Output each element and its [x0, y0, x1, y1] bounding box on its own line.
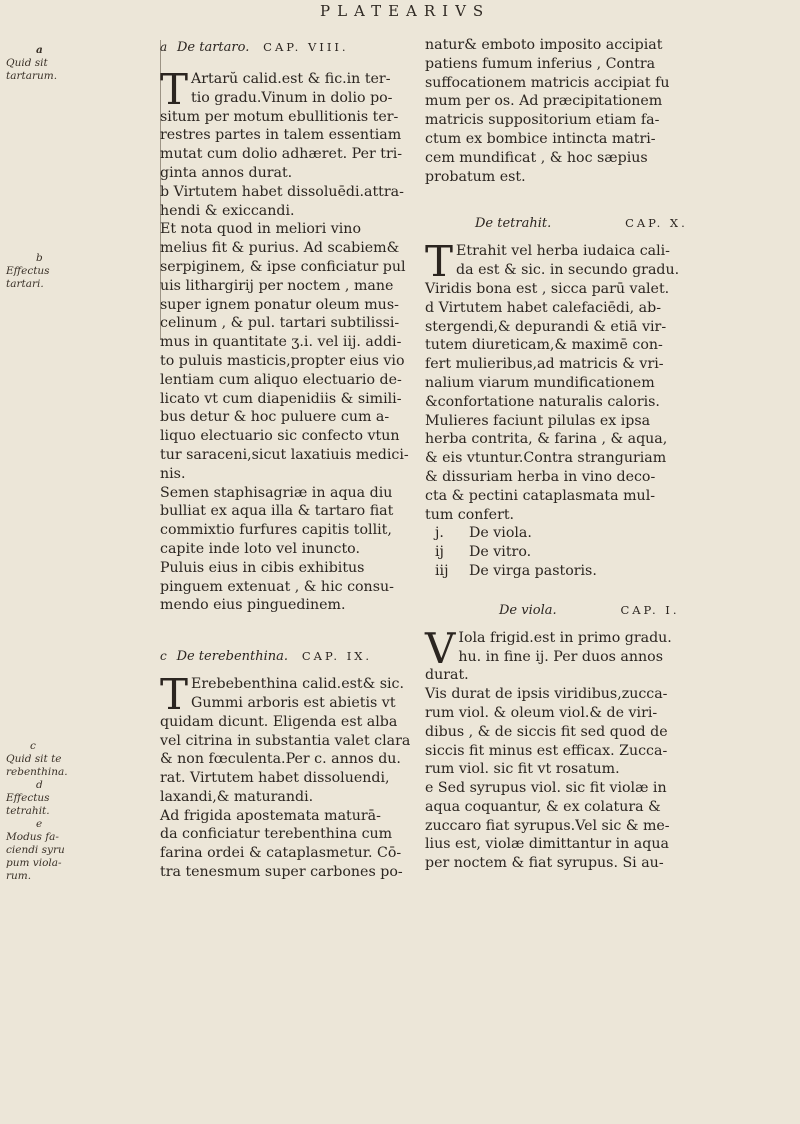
margin-note-line: Quid sit — [6, 57, 48, 69]
chapter-heading-viola — [425, 601, 715, 619]
text-line: matricis suppositorium etiam fa- — [425, 112, 660, 129]
text-line: tra tenesmum super carbones po- — [160, 864, 403, 881]
text-line: situm per motum ebullitionis ter- — [160, 108, 399, 125]
index-entry — [425, 543, 715, 562]
text-line: durat. — [425, 667, 469, 684]
left-column — [160, 38, 415, 882]
text-line: natur& emboto imposito accipiat — [425, 37, 663, 53]
index-number: j. — [435, 525, 444, 542]
chapter-title: De viola. — [499, 602, 557, 618]
chapter-title: De tetrahit. — [475, 216, 552, 232]
text-line: tur saraceni,sicut laxatiuis medici- — [160, 446, 409, 463]
text-line: e Sed syrupus viol. sic fit violæ in — [425, 780, 667, 797]
text-line: uis lithargirij per noctem , mane — [160, 277, 394, 294]
margin-note-line: tetrahit. — [6, 805, 50, 817]
index-number: ij — [435, 544, 444, 561]
text-line: celinum , & pul. tartari subtilissi- — [160, 315, 400, 332]
text-line: mus in quantitate ʒ.i. vel iij. addi- — [160, 334, 402, 351]
text-line: melius fit & purius. Ad scabiem& — [160, 240, 400, 257]
text-line: & non fœculenta.Per c. annos du. — [160, 751, 401, 768]
chapter-number: CAP. IX. — [301, 649, 373, 664]
text-line: rat. Virtutem habet dissoluendi, — [160, 770, 390, 787]
text-line: nis. — [160, 465, 186, 482]
text-line: b Virtutem habet dissoluēdi.attra- — [160, 183, 404, 200]
text-line: ginta annos durat. — [160, 164, 293, 181]
text-line: bus detur & hoc puluere cum a- — [160, 409, 390, 426]
text-line: mum per os. Ad præcipitationem — [425, 93, 663, 110]
text-line: cta & pectini cataplasmata mul- — [425, 487, 656, 504]
text-line: & eis vtuntur.Contra stranguriam — [425, 450, 667, 467]
text-line: Etrahit vel herba iudaica cali- — [456, 243, 670, 260]
text-line: Ad frigida apostemata maturā- — [160, 807, 381, 824]
margin-note-effect-tartar — [6, 252, 86, 291]
text-line: Artarŭ calid.est & fic.in ter- — [191, 71, 391, 87]
index-text: De virga pastoris. — [469, 562, 597, 579]
text-line: Erebebenthina calid.est& sic. — [191, 676, 404, 693]
text-line: rum viol. & oleum viol.& de viri- — [425, 704, 658, 721]
text-line: da est & sic. in secundo gradu. — [456, 262, 680, 279]
drop-capital: T — [425, 237, 454, 287]
chapter-number: CAP. VIII. — [263, 40, 349, 54]
text-line: Et nota quod in meliori vino — [160, 221, 361, 238]
text-line: liquo electuario sic confecto vtun — [160, 428, 400, 445]
chapter-number: CAP. X. — [625, 216, 688, 231]
margin-note-line: Quid sit te — [6, 753, 62, 765]
text-line: aqua coquantur, & ex colatura & — [425, 798, 661, 815]
text-line: lentiam cum aliquo electuario de- — [160, 371, 402, 388]
margin-note-line: e — [36, 818, 43, 830]
text-line: rum viol. sic fit vt rosatum. — [425, 761, 620, 778]
text-line: pinguem extenuat , & hic consu- — [160, 578, 394, 595]
text-line: Semen staphisagriæ in aqua diu — [160, 484, 393, 501]
chapter-body-tartaro — [160, 65, 415, 615]
margin-note-line: b — [36, 252, 43, 264]
text-line: Iola frigid.est in primo gradu. — [458, 629, 672, 646]
margin-note-line: Effectus — [6, 792, 50, 804]
text-line: Mulieres faciunt pilulas ex ipsa — [425, 412, 651, 429]
text-line: herba contrita, & farina , & aqua, — [425, 431, 668, 448]
text-line: Puluis eius in cibis exhibitus — [160, 559, 365, 576]
text-line: probatum est. — [425, 168, 526, 185]
index-text: De viola. — [469, 525, 532, 542]
margin-note-line: c — [30, 740, 36, 752]
margin-note-line: tartari. — [6, 278, 44, 290]
chapter-body-terebenthina — [160, 670, 415, 882]
margin-note-terebenthina — [6, 740, 86, 883]
margin-note-line: a — [36, 44, 43, 56]
margin-note-line: ciendi syru — [6, 844, 65, 856]
text-line: per noctem & fiat syrupus. Si au- — [425, 855, 664, 872]
text-line: fert mulieribus,ad matricis & vri- — [425, 356, 664, 373]
text-line: tum confert. — [425, 506, 515, 523]
text-line: serpiginem, & ipse conficiatur pul — [160, 258, 406, 275]
text-line: suffocationem matricis accipiat fu — [425, 74, 670, 91]
chapter-title: De terebenthina. — [176, 649, 289, 665]
chapter-heading-terebenthina — [160, 647, 415, 665]
text-line: hu. in fine ij. Per duos annos — [458, 648, 663, 665]
margin-note-line: rebenthina. — [6, 766, 68, 778]
right-column — [425, 36, 715, 873]
text-line: licato vt cum diapenidiis & simili- — [160, 390, 402, 407]
text-line: Vis durat de ipsis viridibus,zucca- — [425, 686, 668, 703]
drop-capital: V — [425, 623, 456, 673]
drop-capital: T — [160, 670, 189, 720]
running-head: PLATEARIVS — [320, 2, 491, 20]
margin-note-line: tartarum. — [6, 70, 58, 82]
text-line: cem mundificat , & hoc sæpius — [425, 149, 648, 166]
chapter-title: De tartaro. — [176, 40, 250, 55]
text-line: Viridis bona est , sicca parū valet. — [425, 280, 670, 297]
text-line: tutem diureticam,& maximē con- — [425, 337, 663, 354]
text-line: & dissuriam herba in vino deco- — [425, 468, 656, 485]
text-line: mutat cum dolio adhæret. Per tri- — [160, 146, 403, 163]
text-line: to puluis masticis,propter eius vio — [160, 352, 405, 369]
text-line: nalium viarum mundificationem — [425, 374, 655, 391]
text-line: commixtio furfures capitis tollit, — [160, 522, 392, 539]
margin-note-line: d — [36, 779, 43, 791]
text-line: patiens fumum inferius , Contra — [425, 55, 656, 72]
margin-note-line: rum. — [6, 870, 32, 882]
chapter-body-viola — [425, 623, 715, 873]
margin-note-line: pum viola- — [6, 857, 62, 869]
text-line: bulliat ex aqua illa & tartaro fiat — [160, 503, 394, 520]
text-line: lius est, violæ dimittantur in aqua — [425, 836, 669, 853]
drop-capital: T — [160, 65, 189, 114]
chapter-continuation — [425, 36, 715, 186]
section-marker: a — [160, 40, 168, 54]
section-marker: c — [160, 649, 167, 664]
chapter-heading-tetrahit — [425, 214, 715, 232]
chapter-body-tetrahit — [425, 237, 715, 524]
text-line: stergendi,& depurandi & etiā vir- — [425, 318, 667, 335]
index-number: iij — [435, 562, 449, 579]
text-line: siccis fit minus est efficax. Zucca- — [425, 742, 668, 759]
text-line: quidam dicunt. Eligenda est alba — [160, 713, 398, 730]
chapter-number: CAP. I. — [620, 602, 680, 617]
text-line: vel citrina in substantia valet clara — [160, 732, 411, 749]
index-text: De vitro. — [469, 544, 532, 561]
index-entry — [425, 524, 715, 543]
text-line: d Virtutem habet calefaciēdi, ab- — [425, 299, 661, 316]
text-line: hendi & exiccandi. — [160, 202, 295, 219]
text-line: restres partes in talem essentiam — [160, 127, 402, 144]
text-line: da conficiatur terebenthina cum — [160, 826, 393, 843]
margin-note-line: Effectus — [6, 265, 50, 277]
text-line: farina ordei & cataplasmetur. Cō- — [160, 845, 402, 862]
margin-note-line: Modus fa- — [6, 831, 59, 843]
text-line: Gummi arboris est abietis vt — [191, 694, 396, 711]
text-line: &confortatione naturalis caloris. — [425, 393, 660, 410]
text-line: capite inde loto vel inuncto. — [160, 540, 360, 557]
text-line: super ignem ponatur oleum mus- — [160, 296, 399, 313]
text-line: tio gradu.Vinum in dolio po- — [191, 89, 393, 106]
text-line: mendo eius pinguedinem. — [160, 597, 346, 614]
margin-note-tartar — [6, 44, 86, 83]
index-entry — [425, 562, 715, 581]
chapter-index-list — [425, 524, 715, 580]
text-line: zuccaro fiat syrupus.Vel sic & me- — [425, 817, 670, 834]
chapter-heading-tartaro — [160, 38, 415, 56]
text-line: ctum ex bombice intincta matri- — [425, 130, 656, 147]
text-line: dibus , & de siccis fit sed quod de — [425, 723, 668, 740]
text-line: laxandi,& maturandi. — [160, 788, 314, 805]
